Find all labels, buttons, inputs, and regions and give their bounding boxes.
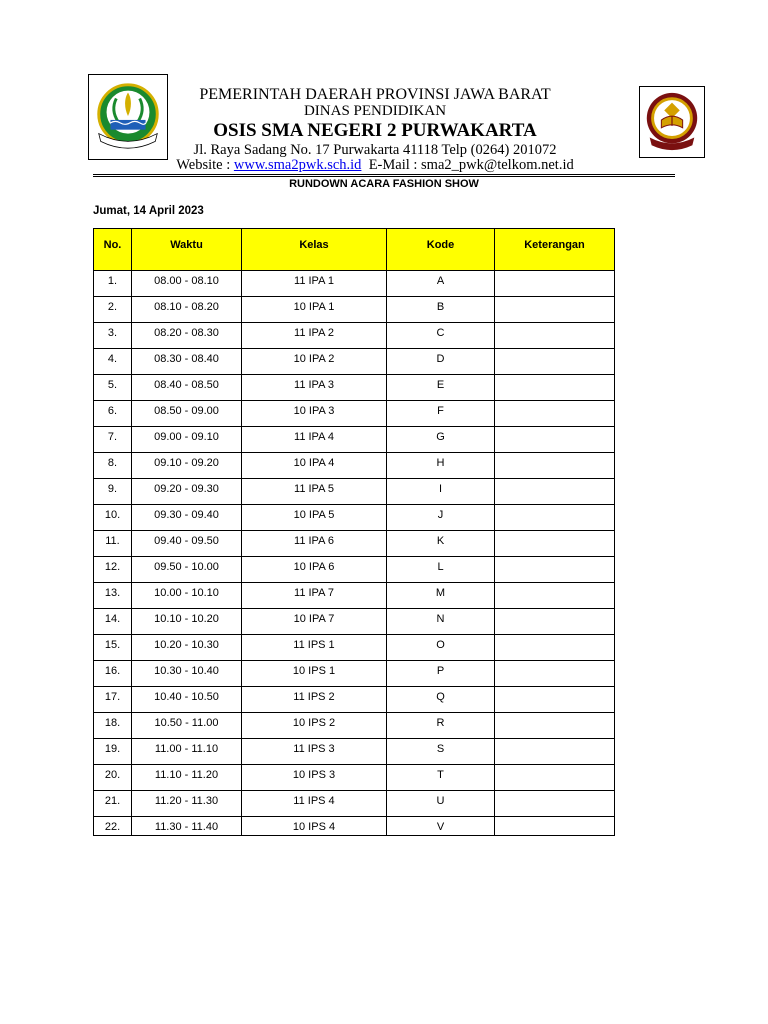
table-row xyxy=(94,765,615,791)
cell-waktu: 08.30 - 08.40 xyxy=(132,349,242,375)
cell-kode: G xyxy=(387,427,495,453)
cell-kelas: 11 IPA 3 xyxy=(242,375,387,401)
cell-kelas: 10 IPS 1 xyxy=(242,661,387,687)
cell-waktu: 09.00 - 09.10 xyxy=(132,427,242,453)
table-row xyxy=(94,479,615,505)
cell-waktu: 09.30 - 09.40 xyxy=(132,505,242,531)
table-row xyxy=(94,349,615,375)
cell-no: 7. xyxy=(94,427,132,453)
table-row xyxy=(94,531,615,557)
cell-waktu: 11.00 - 11.10 xyxy=(132,739,242,765)
rundown-table xyxy=(93,228,615,836)
cell-keterangan xyxy=(495,453,615,479)
cell-kelas: 11 IPA 7 xyxy=(242,583,387,609)
cell-waktu: 11.20 - 11.30 xyxy=(132,791,242,817)
cell-kode: E xyxy=(387,375,495,401)
cell-kelas: 10 IPA 7 xyxy=(242,609,387,635)
cell-kode: V xyxy=(387,817,495,836)
cell-no: 13. xyxy=(94,583,132,609)
cell-waktu: 08.00 - 08.10 xyxy=(132,271,242,297)
table-row xyxy=(94,687,615,713)
table-row xyxy=(94,661,615,687)
table-row xyxy=(94,635,615,661)
cell-kode: N xyxy=(387,609,495,635)
cell-no: 15. xyxy=(94,635,132,661)
header-contact-line xyxy=(150,157,600,174)
table-row xyxy=(94,817,615,836)
cell-waktu: 11.30 - 11.40 xyxy=(132,817,242,836)
cell-kode: A xyxy=(387,271,495,297)
cell-kode: H xyxy=(387,453,495,479)
table-header-row xyxy=(94,229,615,271)
cell-keterangan xyxy=(495,583,615,609)
cell-waktu: 09.40 - 09.50 xyxy=(132,531,242,557)
cell-kelas: 10 IPA 4 xyxy=(242,453,387,479)
cell-keterangan xyxy=(495,271,615,297)
cell-kelas: 10 IPA 6 xyxy=(242,557,387,583)
cell-keterangan xyxy=(495,479,615,505)
cell-waktu: 09.50 - 10.00 xyxy=(132,557,242,583)
cell-waktu: 10.40 - 10.50 xyxy=(132,687,242,713)
cell-kode: L xyxy=(387,557,495,583)
cell-kelas: 11 IPA 6 xyxy=(242,531,387,557)
cell-keterangan xyxy=(495,375,615,401)
cell-keterangan xyxy=(495,791,615,817)
cell-no: 19. xyxy=(94,739,132,765)
header-rule-top xyxy=(93,174,675,175)
cell-kode: D xyxy=(387,349,495,375)
table-row xyxy=(94,739,615,765)
header-government-line: PEMERINTAH DAERAH PROVINSI JAWA BARAT xyxy=(199,86,551,103)
osis-emblem-logo xyxy=(639,86,705,158)
cell-kode: P xyxy=(387,661,495,687)
cell-kode: U xyxy=(387,791,495,817)
column-header-no: No. xyxy=(94,229,132,271)
cell-keterangan xyxy=(495,739,615,765)
cell-no: 9. xyxy=(94,479,132,505)
header-department-line: DINAS PENDIDIKAN xyxy=(303,103,447,119)
table-row xyxy=(94,557,615,583)
cell-no: 21. xyxy=(94,791,132,817)
cell-kelas: 11 IPS 2 xyxy=(242,687,387,713)
cell-keterangan xyxy=(495,505,615,531)
cell-kelas: 11 IPA 4 xyxy=(242,427,387,453)
cell-no: 10. xyxy=(94,505,132,531)
osis-emblem-icon xyxy=(640,87,704,157)
cell-no: 11. xyxy=(94,531,132,557)
column-header-kode: Kode xyxy=(387,229,495,271)
table-row xyxy=(94,427,615,453)
document-title: RUNDOWN ACARA FASHION SHOW xyxy=(289,178,479,190)
cell-keterangan xyxy=(495,635,615,661)
cell-kelas: 10 IPS 3 xyxy=(242,765,387,791)
cell-keterangan xyxy=(495,401,615,427)
cell-keterangan xyxy=(495,713,615,739)
cell-no: 6. xyxy=(94,401,132,427)
website-label: Website : xyxy=(176,157,234,173)
cell-kelas: 10 IPA 3 xyxy=(242,401,387,427)
header-address: Jl. Raya Sadang No. 17 Purwakarta 41118 Telp (0264) 201072 xyxy=(193,142,557,158)
cell-keterangan xyxy=(495,349,615,375)
cell-keterangan xyxy=(495,557,615,583)
table-row xyxy=(94,297,615,323)
cell-waktu: 08.10 - 08.20 xyxy=(132,297,242,323)
cell-waktu: 08.40 - 08.50 xyxy=(132,375,242,401)
cell-no: 16. xyxy=(94,661,132,687)
cell-kode: J xyxy=(387,505,495,531)
cell-waktu: 11.10 - 11.20 xyxy=(132,765,242,791)
table-row xyxy=(94,505,615,531)
table-row xyxy=(94,323,615,349)
cell-no: 22. xyxy=(94,817,132,836)
cell-waktu: 09.10 - 09.20 xyxy=(132,453,242,479)
cell-no: 5. xyxy=(94,375,132,401)
cell-kode: Q xyxy=(387,687,495,713)
cell-waktu: 10.30 - 10.40 xyxy=(132,661,242,687)
cell-kelas: 10 IPA 5 xyxy=(242,505,387,531)
cell-kode: I xyxy=(387,479,495,505)
cell-no: 3. xyxy=(94,323,132,349)
cell-no: 12. xyxy=(94,557,132,583)
cell-kelas: 11 IPA 1 xyxy=(242,271,387,297)
cell-waktu: 10.10 - 10.20 xyxy=(132,609,242,635)
cell-kelas: 11 IPA 2 xyxy=(242,323,387,349)
cell-keterangan xyxy=(495,661,615,687)
cell-keterangan xyxy=(495,817,615,836)
cell-no: 14. xyxy=(94,609,132,635)
table-row xyxy=(94,453,615,479)
column-header-waktu: Waktu xyxy=(132,229,242,271)
cell-no: 20. xyxy=(94,765,132,791)
cell-kode: F xyxy=(387,401,495,427)
email-text: E-Mail : sma2_pwk@telkom.net.id xyxy=(361,157,574,173)
table-row xyxy=(94,609,615,635)
cell-kelas: 10 IPS 2 xyxy=(242,713,387,739)
cell-waktu: 08.20 - 08.30 xyxy=(132,323,242,349)
cell-kode: S xyxy=(387,739,495,765)
header-organization-name: OSIS SMA NEGERI 2 PURWAKARTA xyxy=(213,120,537,141)
table-row xyxy=(94,375,615,401)
cell-kelas: 10 IPS 4 xyxy=(242,817,387,836)
table-row xyxy=(94,271,615,297)
cell-keterangan xyxy=(495,427,615,453)
cell-kode: T xyxy=(387,765,495,791)
cell-no: 1. xyxy=(94,271,132,297)
cell-waktu: 10.20 - 10.30 xyxy=(132,635,242,661)
cell-kelas: 11 IPA 5 xyxy=(242,479,387,505)
cell-kelas: 11 IPS 3 xyxy=(242,739,387,765)
cell-no: 8. xyxy=(94,453,132,479)
cell-keterangan xyxy=(495,687,615,713)
cell-waktu: 10.00 - 10.10 xyxy=(132,583,242,609)
cell-keterangan xyxy=(495,765,615,791)
cell-keterangan xyxy=(495,531,615,557)
cell-waktu: 10.50 - 11.00 xyxy=(132,713,242,739)
cell-waktu: 09.20 - 09.30 xyxy=(132,479,242,505)
cell-kelas: 10 IPA 2 xyxy=(242,349,387,375)
website-link[interactable]: www.sma2pwk.sch.id xyxy=(233,157,362,173)
table-row xyxy=(94,401,615,427)
column-header-kelas: Kelas xyxy=(242,229,387,271)
cell-kode: K xyxy=(387,531,495,557)
cell-waktu: 08.50 - 09.00 xyxy=(132,401,242,427)
cell-kelas: 11 IPS 4 xyxy=(242,791,387,817)
cell-kelas: 10 IPA 1 xyxy=(242,297,387,323)
table-row xyxy=(94,583,615,609)
cell-no: 18. xyxy=(94,713,132,739)
document-date: Jumat, 14 April 2023 xyxy=(93,205,204,217)
cell-kode: O xyxy=(387,635,495,661)
cell-kode: C xyxy=(387,323,495,349)
header-rule-bottom xyxy=(93,176,675,177)
cell-kode: M xyxy=(387,583,495,609)
table-row xyxy=(94,713,615,739)
cell-keterangan xyxy=(495,609,615,635)
cell-no: 17. xyxy=(94,687,132,713)
table-row xyxy=(94,791,615,817)
cell-keterangan xyxy=(495,297,615,323)
cell-kode: B xyxy=(387,297,495,323)
cell-keterangan xyxy=(495,323,615,349)
cell-no: 4. xyxy=(94,349,132,375)
cell-kelas: 11 IPS 1 xyxy=(242,635,387,661)
cell-kode: R xyxy=(387,713,495,739)
column-header-keterangan: Keterangan xyxy=(495,229,615,271)
cell-no: 2. xyxy=(94,297,132,323)
